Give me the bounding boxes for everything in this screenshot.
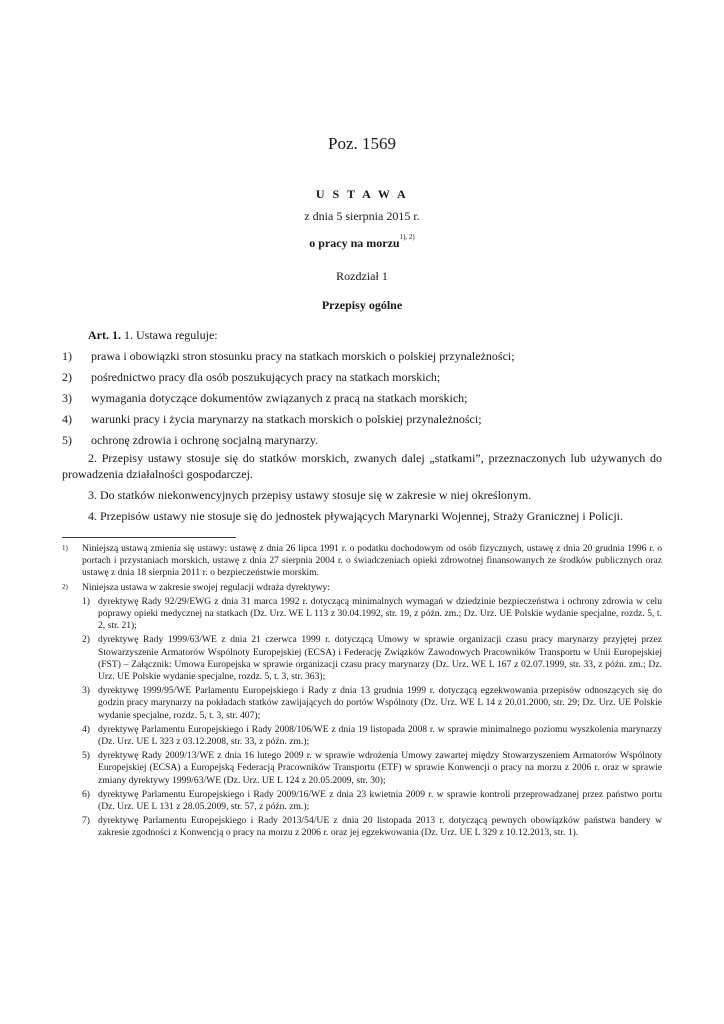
item-text: prawa i obowiązki stron stosunku pracy na statkach morskich o polskiej przynależności;: [91, 349, 515, 363]
directive-number: 3): [82, 685, 90, 697]
directive-item: [82, 634, 662, 683]
directive-number: 6): [82, 788, 90, 800]
chapter-number: Rozdział 1: [336, 269, 388, 283]
directive-item: [82, 750, 662, 787]
act-subject-text: o pracy na morzu: [309, 236, 400, 250]
directive-item: [82, 596, 662, 633]
item-number: 2): [62, 370, 72, 384]
footnotes-section: [62, 543, 662, 842]
paragraph: 3. Do statków niekonwencyjnych przepisy ustawy stosuje się w zakresie w niej określonym.: [88, 488, 532, 502]
paragraph: 4. Przepisów ustawy nie stosuje się do jednostek pływających Marynarki Wojennej, Straży Granicznej i Policji.: [88, 509, 624, 523]
directive-item: [82, 685, 662, 722]
footnote-text: Niniejszą ustawą zmienia się ustawy: ustawę z dnia 26 lipca 1991 r. o podatku dochodowym od osób fizycznych, ustawę z dnia 20 grudnia 1996 r. o portach i przystaniach morskich, ustawę z dnia 27 sierpnia 2004 r. o świadczeniach opieki zdrowotnej finansowanych ze środków publicznych oraz ustawę z dnia 18 sierpnia 2011 r. o bezpieczeństwie morskim.: [82, 543, 662, 579]
directives-list: [82, 596, 662, 840]
directive-text: dyrektywę Rady 2009/13/WE z dnia 16 lutego 2009 r. w sprawie wdrożenia Umowy zawartej między Stowarzyszeniem Armatorów Wspólnoty Europejskiej (ECSA) a Europejską Federacją Pracowników Transportu (ETF) w sprawie Konwencji o pracy na morzu z 2006 r. oraz w sprawie zmiany dyrektywy 1999/63/WE (Dz. Urz. UE L 124 z 20.05.2009, str. 30);: [98, 750, 662, 786]
item-number: 4): [62, 412, 72, 426]
item-text: pośrednictwo pracy dla osób poszukujących pracy na statkach morskich;: [91, 370, 441, 384]
subject-footnote-refs: 1), 2): [399, 233, 415, 241]
directive-number: 5): [82, 750, 90, 762]
act-date: z dnia 5 sierpnia 2015 r.: [304, 209, 420, 223]
footnote-number: 1): [62, 544, 68, 552]
directive-number: 1): [82, 595, 90, 607]
list-item: [62, 369, 662, 390]
directive-text: dyrektywę Rady 1999/63/WE z dnia 21 czerwca 1999 r. dotyczącą Umowy w sprawie organizacji czasu pracy marynarzy przyjętej przez Stowarzyszenie Armatorów Wspólnoty Europejskiej (ECSA) i Federację Związków Zawodowych Pracowników Transportu w Unii Europejskiej (FST) – Załącznik: Umowa Europejska w sprawie organizacji czasu pracy marynarzy (Dz. Urz. WE L 167 z 02.07.1999, str. 33, z późn. zm.; Dz. Urz. UE Polskie wydanie specjalne, rozdz. 5, t. 3, str. 363);: [98, 634, 662, 683]
directive-text: dyrektywę Parlamentu Europejskiego i Rady 2008/106/WE z dnia 19 listopada 2008 r. w sprawie minimalnego poziomu wyszkolenia marynarzy (Dz. Urz. UE L 323 z 03.12.2008, str. 33, z późn. zm.);: [98, 723, 662, 748]
list-item: [62, 348, 662, 369]
list-item: [62, 411, 662, 432]
directive-number: 4): [82, 723, 90, 735]
article-number: Art. 1.: [88, 328, 121, 342]
position-number: Poz. 1569: [328, 134, 396, 153]
article-intro: [62, 327, 662, 343]
article-intro-text: 1. Ustawa reguluje:: [121, 328, 218, 342]
directive-text: dyrektywę Parlamentu Europejskiego i Rady 2009/16/WE z dnia 23 kwietnia 2009 r. w sprawie kontroli przeprowadzanej przez państwo portu (Dz. Urz. UE L 131 z 28.05.2009, str. 57, z późn. zm.);: [98, 788, 662, 813]
act-type: U S T A W A: [315, 187, 409, 201]
footnote: [62, 582, 662, 594]
directive-text: dyrektywę Rady 92/29/EWG z dnia 31 marca 1992 r. dotyczącą minimalnych wymagań w dziedzinie bezpieczeństwa i ochrony zdrowia w celu poprawy opieki medycznej na statkach (Dz. Urz. WE L 113 z 30.04.1992, str. 19, z późn. zm.; Dz. Urz. UE Polskie wydanie specjalne, rozdz. 5, t. 2, str. 21);: [98, 595, 662, 632]
directive-item: [82, 724, 662, 748]
article-paragraphs: [62, 450, 662, 529]
item-text: warunki pracy i życia marynarzy na statkach morskich o polskiej przynależności;: [91, 412, 482, 426]
directive-item: [82, 815, 662, 839]
directive-text: dyrektywę Parlamentu Europejskiego i Rady 2013/54/UE z dnia 20 listopada 2013 r. dotyczącą pewnych obowiązków państwa bandery w zakresie zgodności z Konwencją o pracy na morzu z 2006 r. oraz jej egzekwowania (Dz. Urz. UE L 329 z 10.12.2013, str. 1).: [98, 815, 662, 839]
footnote-text: Niniejsza ustawa w zakresie swojej regulacji wdraża dyrektywy:: [82, 581, 331, 593]
footnote-number: 2): [62, 582, 68, 591]
item-text: ochronę zdrowia i ochronę socjalną marynarzy.: [91, 433, 319, 447]
act-subject: [0, 233, 724, 251]
item-number: 5): [62, 433, 72, 447]
directive-number: 7): [82, 815, 90, 827]
footnote: [62, 543, 662, 580]
paragraph: 2. Przepisy ustawy stosuje się do statków morskich, zwanych dalej „statkami”, przeznaczonych lub używanych do prowadzenia działalności gospodarczej.: [62, 451, 662, 481]
directive-item: [82, 789, 662, 813]
item-text: wymagania dotyczące dokumentów związanych z pracą na statkach morskich;: [91, 391, 468, 405]
item-number: 3): [62, 391, 72, 405]
chapter-title: Przepisy ogólne: [321, 298, 403, 312]
footnote-divider: [62, 537, 236, 538]
article-items-list: [62, 348, 662, 453]
list-item: [62, 390, 662, 411]
item-number: 1): [62, 349, 72, 363]
directive-number: 2): [82, 634, 90, 646]
directive-text: dyrektywę 1999/95/WE Parlamentu Europejskiego i Rady z dnia 13 grudnia 1999 r. dotyczącą egzekwowania przepisów odnoszących się do godzin pracy marynarzy na pokładach statków zawijających do portów Wspólnoty (Dz. Urz. WE L 14 z 20.01.2000, str. 29; Dz. Urz. UE Polskie wydanie specjalne, rozdz. 5, t. 3, str. 407);: [98, 685, 662, 721]
